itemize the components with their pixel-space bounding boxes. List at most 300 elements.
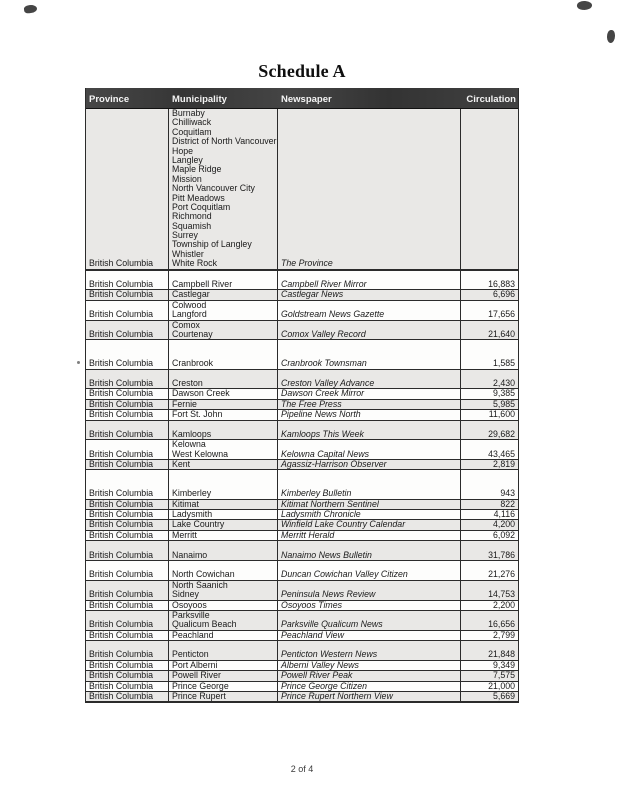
cell-line: British Columbia: [89, 499, 154, 509]
table-body: [86, 109, 518, 701]
cell-line: Dawson Creek: [172, 389, 230, 399]
cell-circulation: [461, 561, 518, 580]
cell-line: British Columbia: [89, 660, 154, 670]
cell-line: Duncan Cowichan Valley Citizen: [281, 569, 408, 580]
cell-province: [86, 410, 169, 419]
cell-line: Campbell River: [172, 279, 233, 290]
table-row-group: [86, 611, 518, 631]
cell-newspaper: [278, 400, 461, 409]
cell-newspaper: [278, 631, 461, 640]
cell-municipality: [169, 421, 278, 440]
cell-line: North Saanich: [172, 580, 228, 590]
cell-province: [86, 581, 169, 600]
cell-line: [461, 240, 515, 249]
scan-artifact: [24, 4, 38, 14]
cell-province: [86, 470, 169, 498]
cell-municipality: [169, 541, 278, 560]
cell-circulation: [461, 470, 518, 498]
scan-artifact: [77, 361, 80, 364]
cell-line: British Columbia: [89, 309, 154, 320]
cell-line: [89, 470, 168, 479]
cell-line: [281, 128, 460, 137]
cell-line: Langley: [172, 154, 203, 165]
cell-line: British Columbia: [89, 649, 154, 660]
scan-artifact: [577, 0, 593, 10]
cell-line: Port Coquitlam: [172, 201, 231, 212]
cell-province: [86, 370, 169, 389]
cell-line: Fernie: [172, 399, 197, 409]
cell-line: [89, 240, 168, 249]
cell-newspaper: [278, 500, 461, 509]
cell-line: British Columbia: [89, 589, 154, 600]
cell-line: [281, 194, 460, 203]
cell-line: [89, 203, 168, 212]
cell-province: [86, 541, 169, 560]
cell-line: [281, 109, 460, 118]
cell-province: [86, 520, 169, 529]
schedule-table: [85, 88, 519, 703]
cell-line: [89, 128, 168, 137]
cell-municipality: [169, 340, 278, 368]
cell-circulation: [461, 541, 518, 560]
cell-line: British Columbia: [89, 389, 154, 399]
cell-line: [281, 222, 460, 231]
cell-line: Campbell River Mirror: [281, 279, 367, 290]
cell-line: White Rock: [172, 258, 217, 269]
cell-circulation: [461, 692, 518, 701]
cell-newspaper: [278, 561, 461, 580]
scan-artifact: [607, 30, 615, 43]
cell-circulation: [461, 271, 518, 290]
cell-newspaper: [278, 682, 461, 691]
cell-newspaper: [278, 510, 461, 519]
cell-line: British Columbia: [89, 377, 154, 388]
cell-line: Kamloops: [172, 428, 212, 439]
cell-line: 16,883: [488, 279, 515, 290]
cell-line: Coquitlam: [172, 126, 212, 137]
table-row-group: [86, 400, 518, 410]
table-row-group: [86, 500, 518, 510]
cell-municipality: [169, 641, 278, 660]
cell-province: [86, 631, 169, 640]
cell-line: [461, 175, 515, 184]
cell-circulation: [461, 440, 518, 459]
cell-newspaper: [278, 109, 461, 269]
cell-line: [281, 203, 460, 212]
cell-line: [89, 175, 168, 184]
cell-line: Creston Valley Advance: [281, 377, 375, 388]
cell-line: Parksville Qualicum News: [281, 619, 383, 630]
cell-circulation: [461, 520, 518, 529]
cell-line: 1,585: [492, 358, 515, 369]
cell-line: Creston: [172, 377, 203, 388]
cell-line: Burnaby: [172, 109, 205, 118]
cell-line: [89, 109, 168, 118]
cell-circulation: [461, 321, 518, 340]
cell-line: British Columbia: [89, 399, 154, 409]
cell-line: Kent: [172, 460, 191, 470]
cell-province: [86, 682, 169, 691]
cell-newspaper: [278, 421, 461, 440]
cell-newspaper: [278, 641, 461, 660]
cell-circulation: [461, 631, 518, 640]
cell-circulation: [461, 410, 518, 419]
cell-municipality: [169, 581, 278, 600]
cell-line: [281, 340, 460, 349]
cell-municipality: [169, 601, 278, 610]
cell-line: Kamloops This Week: [281, 428, 364, 439]
cell-newspaper: [278, 440, 461, 459]
table-row-group: [86, 531, 518, 541]
cell-line: Alberni Valley News: [281, 660, 359, 670]
cell-province: [86, 400, 169, 409]
cell-line: Nanaimo: [172, 549, 208, 560]
cell-province: [86, 611, 169, 630]
header-cell-circulation: Circulation: [466, 94, 516, 105]
table-row-group: [86, 661, 518, 671]
cell-line: [89, 194, 168, 203]
cell-circulation: [461, 370, 518, 389]
cell-line: British Columbia: [89, 692, 154, 702]
cell-line: [172, 340, 277, 349]
header-cell-municipality: Municipality: [172, 94, 227, 105]
cell-line: [461, 470, 515, 479]
cell-newspaper: [278, 661, 461, 670]
cell-line: Langford: [172, 309, 207, 320]
cell-circulation: [461, 421, 518, 440]
cell-newspaper: [278, 541, 461, 560]
cell-newspaper: [278, 692, 461, 701]
cell-municipality: [169, 631, 278, 640]
table-row-group: [86, 601, 518, 611]
cell-line: Prince Rupert Northern View: [281, 692, 393, 702]
cell-newspaper: [278, 611, 461, 630]
cell-line: 29,682: [488, 428, 515, 439]
cell-line: [461, 250, 515, 259]
cell-line: 2,819: [492, 460, 515, 470]
cell-line: Powell River: [172, 671, 221, 681]
table-row-group: [86, 671, 518, 681]
cell-line: Kitimat Northern Sentinel: [281, 499, 379, 509]
cell-newspaper: [278, 389, 461, 398]
cell-line: Peachland: [172, 630, 214, 640]
cell-line: 943: [500, 488, 515, 499]
cell-line: Kitimat: [172, 499, 199, 509]
table-row-group: [86, 581, 518, 601]
cell-line: Castlegar: [172, 290, 210, 300]
cell-line: [461, 109, 515, 118]
cell-line: Merritt: [172, 530, 197, 540]
cell-line: Dawson Creek Mirror: [281, 389, 365, 399]
cell-line: Penticton Western News: [281, 649, 378, 660]
cell-line: [281, 184, 460, 193]
cell-line: [461, 222, 515, 231]
cell-circulation: [461, 641, 518, 660]
table-row-group: [86, 410, 518, 420]
table-row-group: [86, 541, 518, 561]
cell-line: 43,465: [488, 448, 515, 459]
cell-line: [89, 137, 168, 146]
cell-line: [461, 118, 515, 127]
table-row-group: [86, 510, 518, 520]
cell-line: [281, 470, 460, 479]
cell-circulation: [461, 682, 518, 691]
cell-circulation: [461, 611, 518, 630]
cell-line: 17,656: [488, 309, 515, 320]
cell-line: [281, 147, 460, 156]
cell-line: District of North Vancouver: [172, 136, 277, 147]
cell-line: Kelowna: [172, 440, 206, 450]
cell-province: [86, 510, 169, 519]
cell-line: [461, 259, 515, 268]
page-number: 2 of 4: [290, 764, 314, 774]
cell-province: [86, 290, 169, 299]
table-row-group: [86, 440, 518, 460]
cell-line: [281, 165, 460, 174]
cell-circulation: [461, 290, 518, 299]
cell-municipality: [169, 440, 278, 459]
cell-municipality: [169, 271, 278, 290]
cell-line: 7,575: [492, 671, 515, 681]
cell-circulation: [461, 601, 518, 610]
table-row-group: [86, 631, 518, 641]
cell-line: Penticton: [172, 649, 209, 660]
table-row-group: [86, 641, 518, 661]
cell-line: 11,600: [488, 410, 515, 420]
cell-line: 21,640: [488, 328, 515, 339]
cell-line: British Columbia: [89, 410, 154, 420]
cell-province: [86, 500, 169, 509]
cell-province: [86, 561, 169, 580]
cell-newspaper: [278, 531, 461, 540]
cell-line: Squamish: [172, 220, 212, 231]
cell-line: British Columbia: [89, 258, 154, 269]
cell-line: Winfield Lake Country Calendar: [281, 520, 406, 530]
cell-circulation: [461, 389, 518, 398]
cell-newspaper: [278, 470, 461, 498]
cell-line: British Columbia: [89, 681, 154, 691]
cell-circulation: [461, 661, 518, 670]
cell-province: [86, 109, 169, 269]
cell-line: [89, 231, 168, 240]
cell-line: Chilliwack: [172, 117, 212, 128]
cell-municipality: [169, 500, 278, 509]
cell-line: 4,200: [492, 520, 515, 530]
cell-line: Port Alberni: [172, 660, 218, 670]
cell-circulation: [461, 510, 518, 519]
cell-line: [461, 156, 515, 165]
cell-line: Township of Langley: [172, 239, 252, 250]
cell-province: [86, 692, 169, 701]
cell-line: Cranbrook Townsman: [281, 358, 367, 369]
table-row-group: [86, 301, 518, 321]
cell-line: [461, 137, 515, 146]
cell-municipality: [169, 561, 278, 580]
cell-line: British Columbia: [89, 448, 154, 459]
cell-line: British Columbia: [89, 428, 154, 439]
cell-line: Goldstream News Gazette: [281, 309, 385, 320]
cell-line: British Columbia: [89, 671, 154, 681]
cell-province: [86, 421, 169, 440]
cell-line: [461, 203, 515, 212]
cell-municipality: [169, 531, 278, 540]
cell-municipality: [169, 692, 278, 701]
cell-newspaper: [278, 321, 461, 340]
cell-line: Agassiz-Harrison Observer: [281, 460, 387, 470]
cell-line: [461, 340, 515, 349]
cell-line: The Free Press: [281, 399, 342, 409]
cell-line: Qualicum Beach: [172, 619, 237, 630]
cell-circulation: [461, 301, 518, 320]
cell-province: [86, 340, 169, 368]
table-header-row: [86, 88, 518, 109]
cell-municipality: [169, 389, 278, 398]
cell-line: Mission: [172, 173, 202, 184]
cell-line: [89, 212, 168, 221]
cell-line: Prince Rupert: [172, 692, 226, 702]
cell-line: 21,000: [488, 681, 515, 691]
cell-newspaper: [278, 581, 461, 600]
cell-province: [86, 661, 169, 670]
cell-line: [89, 165, 168, 174]
cell-newspaper: [278, 460, 461, 469]
cell-line: [461, 128, 515, 137]
cell-line: [461, 165, 515, 174]
cell-line: Osoyoos Times: [281, 600, 343, 610]
cell-municipality: [169, 301, 278, 320]
cell-line: Sidney: [172, 589, 199, 600]
table-row-group: [86, 290, 518, 300]
cell-line: British Columbia: [89, 549, 154, 560]
cell-province: [86, 460, 169, 469]
cell-line: [461, 194, 515, 203]
cell-line: 9,349: [492, 660, 515, 670]
cell-circulation: [461, 500, 518, 509]
cell-line: Maple Ridge: [172, 164, 222, 175]
table-row-group: [86, 692, 518, 701]
cell-line: 9,385: [492, 389, 515, 399]
cell-newspaper: [278, 520, 461, 529]
cell-line: North Vancouver City: [172, 183, 255, 194]
cell-circulation: [461, 109, 518, 269]
cell-line: [89, 118, 168, 127]
cell-line: 5,669: [492, 692, 515, 702]
cell-province: [86, 440, 169, 459]
cell-line: [461, 184, 515, 193]
table-row-group: [86, 520, 518, 530]
cell-line: Prince George Citizen: [281, 681, 368, 691]
cell-line: Pitt Meadows: [172, 192, 225, 203]
cell-line: [89, 340, 168, 349]
cell-line: [281, 118, 460, 127]
cell-line: British Columbia: [89, 488, 154, 499]
cell-province: [86, 671, 169, 680]
cell-line: British Columbia: [89, 619, 154, 630]
cell-circulation: [461, 671, 518, 680]
table-row-group: [86, 340, 518, 369]
cell-line: Castlegar News: [281, 290, 344, 300]
cell-municipality: [169, 611, 278, 630]
cell-line: 14,753: [488, 589, 515, 600]
cell-municipality: [169, 410, 278, 419]
cell-line: [281, 212, 460, 221]
cell-line: [172, 470, 277, 479]
cell-newspaper: [278, 301, 461, 320]
cell-newspaper: [278, 410, 461, 419]
cell-line: 6,092: [492, 530, 515, 540]
cell-province: [86, 641, 169, 660]
cell-municipality: [169, 321, 278, 340]
cell-line: Fort St. John: [172, 410, 223, 420]
table-row-group: [86, 561, 518, 581]
cell-line: Kelowna Capital News: [281, 448, 370, 459]
cell-circulation: [461, 581, 518, 600]
cell-line: 21,276: [488, 569, 515, 580]
cell-line: Parksville: [172, 610, 210, 620]
cell-line: British Columbia: [89, 460, 154, 470]
cell-line: Pipeline News North: [281, 410, 361, 420]
cell-line: Whistler: [172, 248, 204, 259]
cell-line: 6,696: [492, 290, 515, 300]
cell-line: 2,200: [492, 600, 515, 610]
cell-circulation: [461, 400, 518, 409]
cell-line: British Columbia: [89, 328, 154, 339]
cell-municipality: [169, 510, 278, 519]
cell-line: [89, 184, 168, 193]
cell-newspaper: [278, 290, 461, 299]
cell-line: Ladysmith Chronicle: [281, 510, 361, 520]
table-row-group: [86, 109, 518, 271]
cell-municipality: [169, 682, 278, 691]
cell-line: Nanaimo News Bulletin: [281, 549, 372, 560]
table-row-group: [86, 421, 518, 441]
cell-municipality: [169, 661, 278, 670]
cell-line: [461, 212, 515, 221]
cell-line: [281, 156, 460, 165]
cell-line: [461, 147, 515, 156]
table-row-group: [86, 460, 518, 470]
cell-municipality: [169, 290, 278, 299]
cell-line: British Columbia: [89, 530, 154, 540]
cell-municipality: [169, 470, 278, 498]
header-cell-province: Province: [89, 94, 130, 105]
cell-province: [86, 271, 169, 290]
cell-line: [281, 231, 460, 240]
cell-municipality: [169, 370, 278, 389]
cell-line: Kimberley Bulletin: [281, 488, 352, 499]
cell-line: Lake Country: [172, 520, 225, 530]
cell-municipality: [169, 109, 278, 269]
cell-line: 16,656: [488, 619, 515, 630]
cell-province: [86, 301, 169, 320]
page-title: Schedule A: [258, 61, 346, 81]
cell-line: [89, 222, 168, 231]
cell-line: Courtenay: [172, 328, 213, 339]
cell-newspaper: [278, 671, 461, 680]
table-row-group: [86, 321, 518, 341]
cell-line: Ladysmith: [172, 510, 213, 520]
cell-newspaper: [278, 601, 461, 610]
cell-newspaper: [278, 271, 461, 290]
cell-line: Colwood: [172, 300, 207, 310]
cell-line: Prince George: [172, 681, 229, 691]
cell-line: British Columbia: [89, 520, 154, 530]
cell-municipality: [169, 671, 278, 680]
table-row-group: [86, 389, 518, 399]
cell-line: [461, 231, 515, 240]
cell-line: Comox Valley Record: [281, 328, 366, 339]
cell-line: North Cowichan: [172, 569, 235, 580]
